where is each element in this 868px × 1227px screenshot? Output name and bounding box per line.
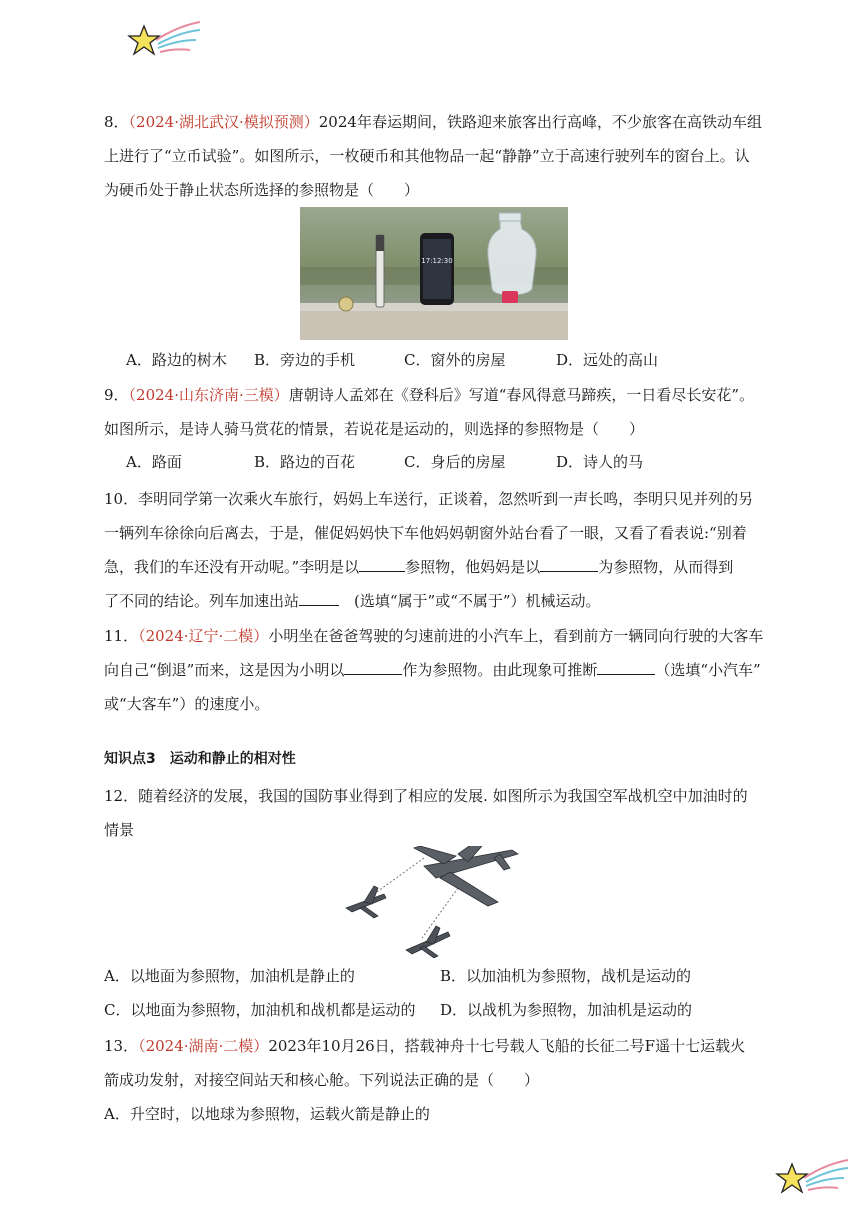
- answer-blank[interactable]: [344, 660, 402, 675]
- question-source: （2024·湖北武汉·模拟预测）: [128, 113, 319, 131]
- shooting-star-icon: [126, 18, 202, 64]
- phone-clock: 17:12:30: [421, 257, 453, 265]
- question-8: [104, 105, 764, 207]
- answer-blank[interactable]: [540, 557, 598, 572]
- question-11-line-1: 11．（2024·辽宁·二模）小明坐在爸爸驾驶的匀速前进的小汽车上，看到前方一辆同向行驶的大客车: [104, 627, 764, 645]
- option-a[interactable]: A．路边的树木: [126, 351, 227, 369]
- question-11-line-2: 向自己“倒退”而来，这是因为小明以 作为参照物。由此现象可推断 （选填“小汽车”: [104, 661, 761, 679]
- question-source: （2024·辽宁·二模）: [138, 627, 269, 645]
- question-12-line-1: 12．随着经济的发展，我国的国防事业得到了相应的发展. 如图所示为我国空军战机空中加油时的: [104, 787, 748, 805]
- option-a[interactable]: A．路面: [126, 453, 182, 471]
- question-source: （2024·山东济南·三模）: [128, 386, 289, 404]
- question-10-line-4: 了不同的结论。列车加速出站 (选填“属于”或“不属于”）机械运动。: [104, 592, 601, 610]
- option-d[interactable]: D．以战机为参照物，加油机是运动的: [440, 1001, 693, 1019]
- question-9-line-2: 如图所示，是诗人骑马赏花的情景，若说花是运动的，则选择的参照物是（ ）: [104, 420, 645, 438]
- option-c[interactable]: C．以地面为参照物，加油机和战机都是运动的: [104, 1001, 416, 1019]
- option-b[interactable]: B．以加油机为参照物，战机是运动的: [440, 967, 692, 985]
- question-13: [104, 1029, 764, 1131]
- question-source: （2024·湖南·二模）: [138, 1037, 269, 1055]
- option-c[interactable]: C．窗外的房屋: [404, 351, 506, 369]
- question-12-line-2: 情景: [104, 821, 135, 839]
- question-9-line-1: 9．（2024·山东济南·三模）唐朝诗人孟郊在《登科后》写道“春风得意马蹄疾，一日看尽长安花”。: [104, 386, 755, 404]
- answer-blank[interactable]: [359, 557, 405, 572]
- question-8-line-2: 上进行了“立币试验”。如图所示，一枚硬币和其他物品一起“静静”立于高速行驶列车的窗台上。认: [104, 147, 750, 165]
- train-window-coin-photo: [300, 207, 568, 340]
- question-10-line-1: 10．李明同学第一次乘火车旅行，妈妈上车送行，正谈着，忽然听到一声长鸣，李明只见并列的另: [104, 490, 754, 508]
- question-13-option-a[interactable]: A．升空时，以地球为参照物，运载火箭是静止的: [104, 1105, 430, 1123]
- question-10-line-2: 一辆列车徐徐向后离去，于是，催促妈妈快下车他妈妈朝窗外站台看了一眼，又看了看表说:“别着: [104, 524, 747, 542]
- option-d[interactable]: D．远处的高山: [556, 351, 659, 369]
- option-d[interactable]: D．诗人的马: [556, 453, 644, 471]
- option-b[interactable]: B．旁边的手机: [254, 351, 356, 369]
- question-9: [104, 378, 764, 446]
- answer-blank[interactable]: [597, 660, 655, 675]
- question-10-line-3: 急，我们的车还没有开动呢。”李明是以 参照物，他妈妈是以 为参照物，从而得到: [104, 558, 734, 576]
- question-8-line-3: 为硬币处于静止状态所选择的参照物是（ ）: [104, 181, 420, 199]
- question-13-line-1: 13．（2024·湖南·二模）2023年10月26日，搭载神舟十七号载人飞船的长征二号F遥十七运载火: [104, 1037, 746, 1055]
- option-a[interactable]: A．以地面为参照物，加油机是静止的: [104, 967, 355, 985]
- option-b[interactable]: B．路边的百花: [254, 453, 356, 471]
- section-heading: 知识点3 运动和静止的相对性: [104, 751, 296, 767]
- question-13-line-2: 箭成功发射，对接空间站天和核心舱。下列说法正确的是（ ）: [104, 1071, 540, 1089]
- question-12: [104, 779, 764, 847]
- question-11: [104, 619, 764, 721]
- answer-blank[interactable]: [299, 591, 339, 606]
- aerial-refueling-illustration: [340, 846, 526, 958]
- question-8-line-1: 8．（2024·湖北武汉·模拟预测）2024年春运期间，铁路迎来旅客出行高峰，不少旅客在高铁动车组: [104, 113, 762, 131]
- question-10: [104, 482, 764, 618]
- question-11-line-3: 或“大客车”）的速度小。: [104, 695, 270, 713]
- option-c[interactable]: C．身后的房屋: [404, 453, 506, 471]
- shooting-star-icon: [774, 1156, 850, 1202]
